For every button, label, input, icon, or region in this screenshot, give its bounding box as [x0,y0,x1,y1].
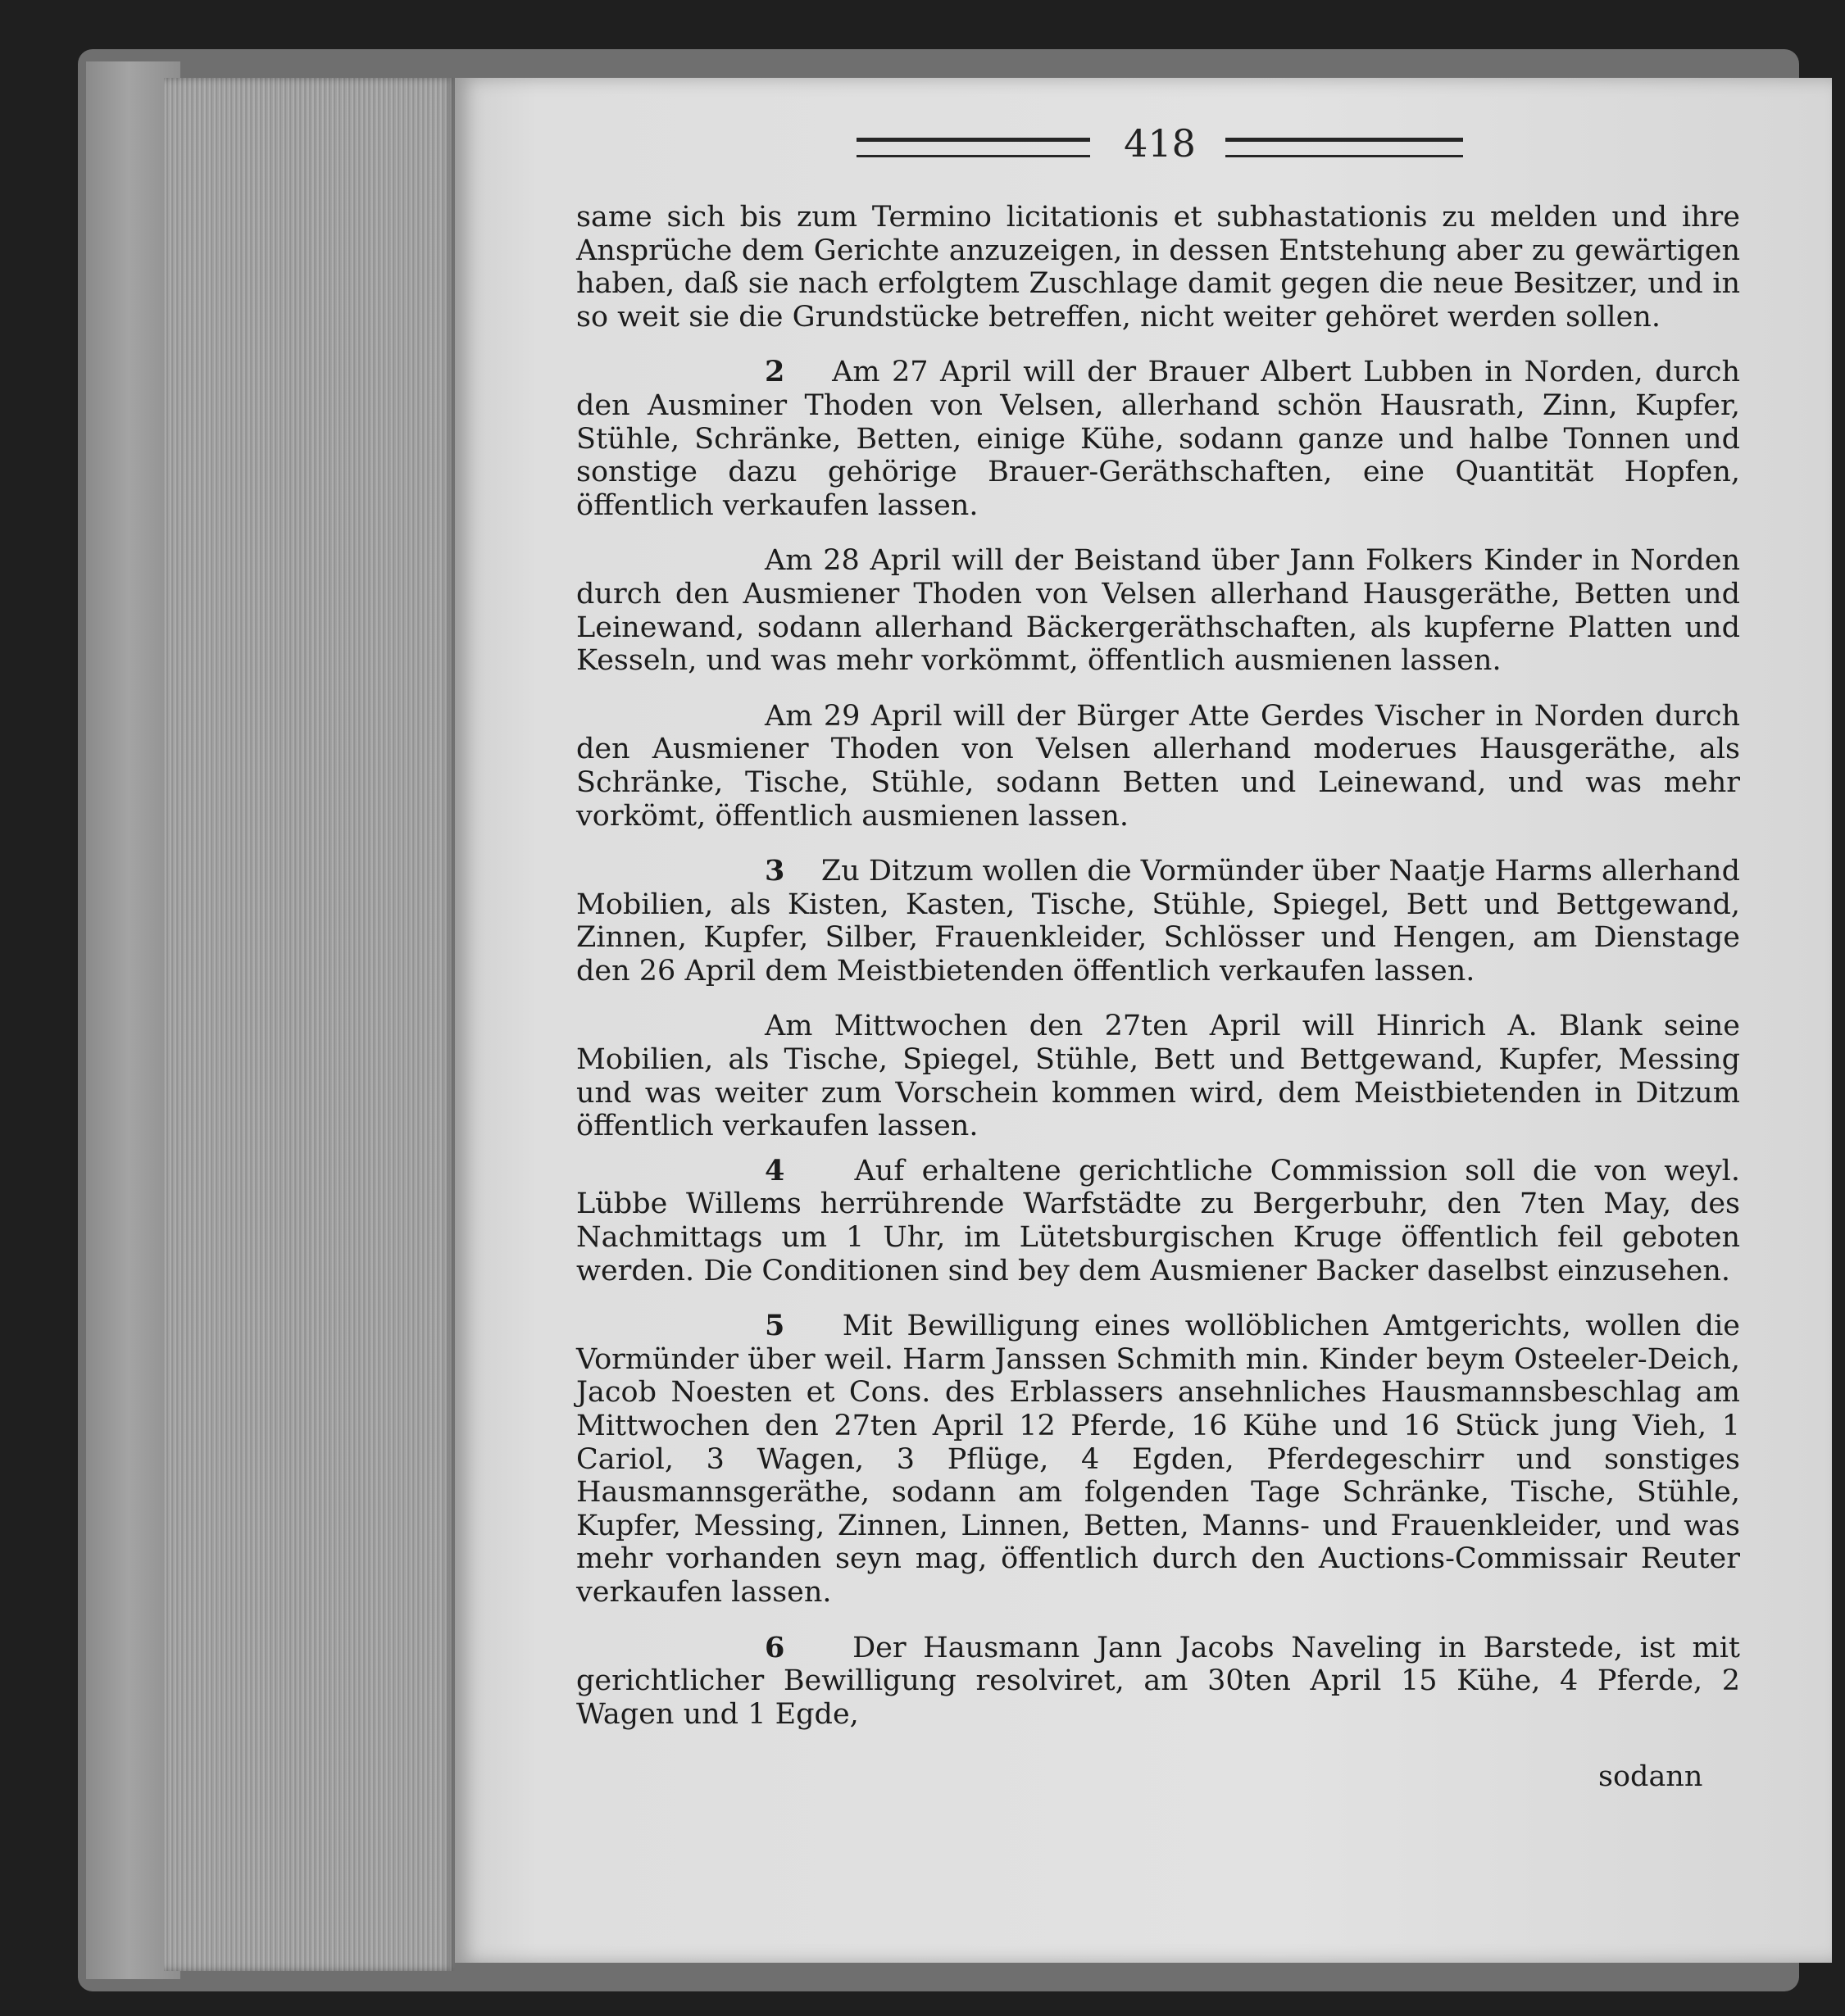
paragraph-9 [576,1632,1740,1732]
paragraph-text: same sich bis zum Termino licitationis et subhastationis zu melden und ihre Ansprüche dem Gerichte anzuzeigen, in dessen Entstehung aber zu gewärtigen haben, daß sie nach erfolgtem Zuschlage damit gegen die neue Besitzer, und in so weit sie die Grundstücke betreffen, nicht weiter gehöret werden sollen. [576,201,1740,334]
catchword: sodann [1598,1760,1703,1793]
entry-number: 4 [765,1153,785,1187]
header-rule-right [1225,138,1463,157]
paragraph-1 [576,201,1740,334]
paragraph-text: Am Mittwochen den 27ten April will Hinrich A. Blank seine Mobilien, als Tische, Spiegel, Stühle, Bett und Bettgewand, Kupfer, Messing und was weiter zum Vorschein kommen wird, dem Meistbietenden in Ditzum öffentlich verkaufen lassen. [576,1010,1740,1143]
paragraph-3 [576,544,1740,677]
entry-number: 6 [765,1630,785,1664]
paragraph-2 [576,356,1740,522]
page-number: 418 [1124,121,1196,166]
page-text [576,201,1740,1753]
paragraph-text: Auf erhaltene gerichtliche Commission soll die von weyl. Lübbe Willems herrührende Warfstädte zu Bergerbuhr, den 7ten May, des Nachmittags um 1 Uhr, im Lütetsburgischen Kruge öffentlich feil geboten werden. Die Conditionen sind bey dem Ausmiener Backer daselbst einzusehen. [576,1154,1740,1287]
paragraph-6 [576,1010,1740,1142]
paragraph-7 [576,1155,1740,1287]
paragraph-text: Am 29 April will der Bürger Atte Gerdes Vischer in Norden durch den Ausmiener Thoden von Velsen allerhand moderues Hausgeräthe, als Schränke, Tische, Stühle, sodann Betten und Leinewand, und was mehr vorkömt, öffentlich ausmienen lassen. [576,699,1740,833]
entry-number: 5 [765,1309,785,1343]
paragraph-text: Der Hausmann Jann Jacobs Naveling in Barstede, ist mit gerichtlicher Bewilligung resolviret, am 30ten April 15 Kühe, 4 Pferde, 2 Wagen und 1 Egde, [576,1631,1740,1731]
entry-number: 2 [765,355,785,389]
paragraph-text: Mit Bewilligung eines wollöblichen Amtgerichts, wollen die Vormünder über weil. Harm Janssen Schmith min. Kinder beym Osteeler-Deich, Jacob Noesten et Cons. des Erblassers ansehnliches Hausmannsbeschlag am Mittwochen den 27ten April 12 Pferde, 16 Kühe und 16 Stück jung Vieh, 1 Cariol, 3 Wagen, 3 Pflüge, 4 Egden, Pferdegeschirr und sonstiges Hausmannsgeräthe, sodann am folgenden Tage Schränke, Tische, Stühle, Kupfer, Messing, Zinnen, Linnen, Betten, Manns- und Frauenkleider, und was mehr vorhanden seyn mag, öffentlich durch den Auctions-Commissair Reuter verkaufen lassen. [576,1310,1740,1609]
paragraph-text: Am 28 April will der Beistand über Jann Folkers Kinder in Norden durch den Ausmiener Thoden von Velsen allerhand Hausgeräthe, Betten und Leinewand, sodann allerhand Bäckergeräthschaften, als kupferne Platten und Kesseln, und was mehr vorkömmt, öffentlich ausmienen lassen. [576,544,1740,678]
header-rule-left [857,138,1090,157]
paragraph-text: Am 27 April will der Brauer Albert Lubben in Norden, durch den Ausminer Thoden von Velsen, allerhand schön Hausrath, Zinn, Kupfer, Stühle, Schränke, Betten, einige Kühe, sodann ganze und halbe Tonnen und sonstige dazu gehörige Brauer-Geräthschaften, eine Quantität Hopfen, öffentlich verkaufen lassen. [576,356,1740,522]
entry-number: 3 [765,854,785,888]
paragraph-5 [576,855,1740,988]
paragraph-text: Zu Ditzum wollen die Vormünder über Naatje Harms allerhand Mobilien, als Kisten, Kasten, Tische, Stühle, Spiegel, Bett und Bettgewand, Zinnen, Kupfer, Silber, Frauenkleider, Schlösser und Hengen, am Dienstage den 26 April dem Meistbietenden öffentlich verkaufen lassen. [576,855,1740,988]
page-edges [164,78,455,1971]
page-header [857,121,1463,170]
paragraph-4 [576,700,1740,833]
paragraph-8 [576,1310,1740,1609]
